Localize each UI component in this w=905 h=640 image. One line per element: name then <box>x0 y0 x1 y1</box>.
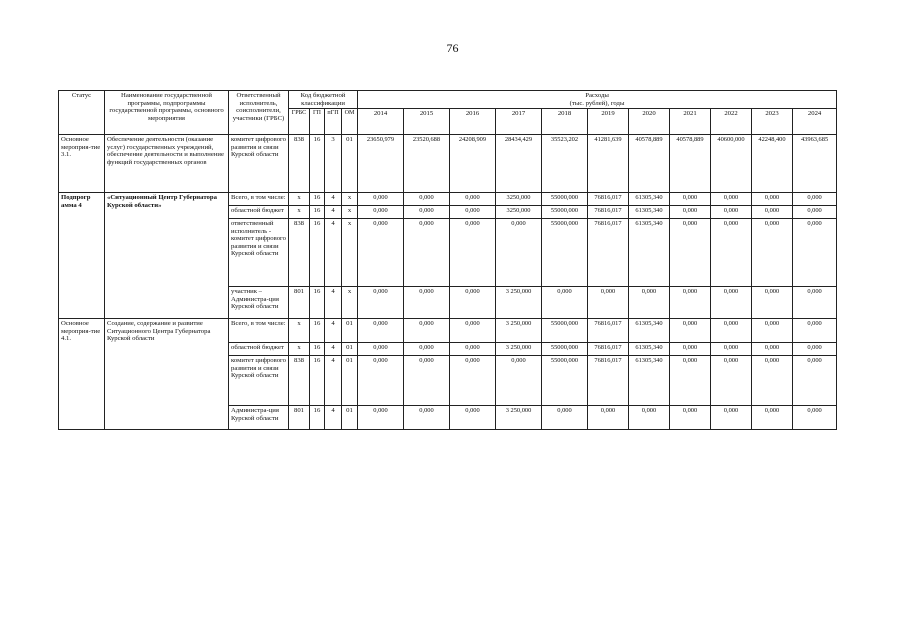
row-value-2021: 0,000 <box>670 319 711 343</box>
row-om: 01 <box>342 319 358 343</box>
row-value-2024: 0,000 <box>793 206 837 219</box>
row-value-2020: 0,000 <box>629 287 670 319</box>
row-value-2020: 61305,340 <box>629 206 670 219</box>
row-executor: ответственный исполнитель - комитет цифрового развития и связи Курской области <box>229 219 289 287</box>
header-year-2018: 2018 <box>542 109 588 135</box>
row-value-2023: 0,000 <box>752 206 793 219</box>
header-code-пгп: пГП <box>325 109 342 135</box>
header-code-ом: ОМ <box>342 109 358 135</box>
row-value-2016: 0,000 <box>450 356 496 406</box>
header-year-2023: 2023 <box>752 109 793 135</box>
row-value-2019: 76816,017 <box>588 206 629 219</box>
row-value-2016: 0,000 <box>450 287 496 319</box>
row-value-2019: 76816,017 <box>588 343 629 356</box>
row-value-2014: 0,000 <box>358 219 404 287</box>
row-om: х <box>342 206 358 219</box>
row-executor: комитет цифрового развития и связи Курской области <box>229 356 289 406</box>
row-name: Обеспечение деятельности (оказание услуг) государственных учреждений, обеспечение деятельности и выполнение функций государственных органов <box>105 135 229 193</box>
row-gp: 16 <box>310 287 325 319</box>
row-value-2024: 0,000 <box>793 193 837 206</box>
header-status: Статус <box>59 91 105 135</box>
row-om: х <box>342 193 358 206</box>
row-value-2015: 0,000 <box>404 219 450 287</box>
row-value-2014: 0,000 <box>358 287 404 319</box>
row-value-2016: 0,000 <box>450 319 496 343</box>
row-value-2015: 0,000 <box>404 356 450 406</box>
row-grbs: х <box>289 319 310 343</box>
row-value-2024: 0,000 <box>793 406 837 430</box>
row-value-2022: 0,000 <box>711 206 752 219</box>
page-number: 76 <box>446 41 459 55</box>
table-row <box>59 319 837 343</box>
row-value-2014: 23650,979 <box>358 135 404 193</box>
row-value-2024: 0,000 <box>793 356 837 406</box>
header-year-2014: 2014 <box>358 109 404 135</box>
row-status: Основное мероприя-тие 3.1. <box>59 135 105 193</box>
row-pgp: 4 <box>325 406 342 430</box>
row-gp: 16 <box>310 319 325 343</box>
row-value-2015: 0,000 <box>404 206 450 219</box>
row-value-2023: 0,000 <box>752 343 793 356</box>
row-value-2021: 40578,889 <box>670 135 711 193</box>
row-status: Основное мероприя-тие 4.1. <box>59 319 105 430</box>
row-value-2019: 76816,017 <box>588 219 629 287</box>
row-value-2018: 55000,000 <box>542 319 588 343</box>
row-value-2018: 55000,000 <box>542 206 588 219</box>
row-value-2018: 55000,000 <box>542 343 588 356</box>
row-value-2024: 0,000 <box>793 219 837 287</box>
header-year-2015: 2015 <box>404 109 450 135</box>
row-value-2020: 61305,340 <box>629 343 670 356</box>
row-pgp: 4 <box>325 343 342 356</box>
row-value-2024: 0,000 <box>793 343 837 356</box>
row-value-2018: 55000,000 <box>542 193 588 206</box>
row-value-2017: 3 250,000 <box>496 287 542 319</box>
row-value-2018: 0,000 <box>542 406 588 430</box>
row-value-2022: 0,000 <box>711 406 752 430</box>
row-value-2016: 0,000 <box>450 406 496 430</box>
row-executor: Администра-ция Курской области <box>229 406 289 430</box>
row-value-2020: 61305,340 <box>629 356 670 406</box>
row-om: 01 <box>342 406 358 430</box>
row-gp: 16 <box>310 356 325 406</box>
header-code-грбс: ГРБС <box>289 109 310 135</box>
row-value-2018: 0,000 <box>542 287 588 319</box>
row-pgp: 4 <box>325 193 342 206</box>
row-value-2022: 0,000 <box>711 343 752 356</box>
header-year-2021: 2021 <box>670 109 711 135</box>
row-value-2017: 3 250,000 <box>496 319 542 343</box>
row-gp: 16 <box>310 206 325 219</box>
header-year-2024: 2024 <box>793 109 837 135</box>
row-value-2021: 0,000 <box>670 193 711 206</box>
row-executor: Всего, в том числе: <box>229 193 289 206</box>
row-grbs: 801 <box>289 287 310 319</box>
row-value-2022: 0,000 <box>711 287 752 319</box>
row-value-2023: 0,000 <box>752 406 793 430</box>
row-value-2022: 0,000 <box>711 319 752 343</box>
row-value-2017: 0,000 <box>496 356 542 406</box>
row-om: х <box>342 219 358 287</box>
header-year-2016: 2016 <box>450 109 496 135</box>
row-value-2017: 3 250,000 <box>496 343 542 356</box>
row-value-2015: 23520,688 <box>404 135 450 193</box>
row-om: 01 <box>342 135 358 193</box>
row-executor: областной бюджет <box>229 206 289 219</box>
row-executor: комитет цифрового развития и связи Курской области <box>229 135 289 193</box>
row-value-2018: 55000,000 <box>542 219 588 287</box>
row-value-2022: 0,000 <box>711 193 752 206</box>
row-grbs: 838 <box>289 135 310 193</box>
row-grbs: 838 <box>289 219 310 287</box>
row-grbs: х <box>289 343 310 356</box>
row-value-2023: 0,000 <box>752 219 793 287</box>
row-value-2015: 0,000 <box>404 287 450 319</box>
row-value-2021: 0,000 <box>670 206 711 219</box>
row-value-2019: 0,000 <box>588 406 629 430</box>
header-name: Наименование государственной программы, подпрограммы государственной программы, основного мероприятия <box>105 91 229 135</box>
row-value-2024: 43963,685 <box>793 135 837 193</box>
row-grbs: х <box>289 193 310 206</box>
row-om: 01 <box>342 343 358 356</box>
row-om: 01 <box>342 356 358 406</box>
row-value-2019: 76816,017 <box>588 356 629 406</box>
header-year-2017: 2017 <box>496 109 542 135</box>
row-value-2017: 3 250,000 <box>496 406 542 430</box>
row-pgp: 3 <box>325 135 342 193</box>
row-pgp: 4 <box>325 287 342 319</box>
row-grbs: 801 <box>289 406 310 430</box>
row-value-2021: 0,000 <box>670 356 711 406</box>
row-value-2019: 76816,017 <box>588 193 629 206</box>
row-value-2021: 0,000 <box>670 343 711 356</box>
row-value-2020: 61305,340 <box>629 319 670 343</box>
row-value-2024: 0,000 <box>793 319 837 343</box>
budget-table <box>58 90 837 430</box>
row-gp: 16 <box>310 193 325 206</box>
header-budget-code: Код бюджетной классификации <box>289 91 358 109</box>
row-value-2024: 0,000 <box>793 287 837 319</box>
row-value-2017: 28434,429 <box>496 135 542 193</box>
row-value-2023: 0,000 <box>752 356 793 406</box>
row-value-2016: 0,000 <box>450 193 496 206</box>
header-year-2020: 2020 <box>629 109 670 135</box>
row-value-2016: 24208,909 <box>450 135 496 193</box>
row-value-2023: 0,000 <box>752 287 793 319</box>
row-value-2022: 40600,000 <box>711 135 752 193</box>
header-executor: Ответственный исполнитель, соисполнители, участники (ГРБС) <box>229 91 289 135</box>
row-value-2017: 3250,000 <box>496 193 542 206</box>
row-value-2014: 0,000 <box>358 206 404 219</box>
row-value-2017: 0,000 <box>496 219 542 287</box>
row-name: Создание, содержание и развитие Ситуационного Центра Губернатора Курской области <box>105 319 229 430</box>
row-grbs: х <box>289 206 310 219</box>
header-expenses <box>358 91 837 109</box>
row-value-2016: 0,000 <box>450 219 496 287</box>
row-value-2014: 0,000 <box>358 406 404 430</box>
row-executor: участник – Администра-ция Курской области <box>229 287 289 319</box>
row-value-2018: 35523,202 <box>542 135 588 193</box>
header-row-top <box>59 91 837 109</box>
row-value-2014: 0,000 <box>358 193 404 206</box>
row-value-2014: 0,000 <box>358 356 404 406</box>
row-value-2023: 42248,400 <box>752 135 793 193</box>
row-value-2021: 0,000 <box>670 219 711 287</box>
row-gp: 16 <box>310 406 325 430</box>
row-gp: 16 <box>310 343 325 356</box>
row-pgp: 4 <box>325 356 342 406</box>
header-year-2022: 2022 <box>711 109 752 135</box>
row-value-2014: 0,000 <box>358 343 404 356</box>
row-value-2015: 0,000 <box>404 406 450 430</box>
row-value-2015: 0,000 <box>404 193 450 206</box>
row-value-2016: 0,000 <box>450 206 496 219</box>
row-value-2020: 61305,340 <box>629 193 670 206</box>
row-value-2020: 0,000 <box>629 406 670 430</box>
row-value-2016: 0,000 <box>450 343 496 356</box>
row-executor: областной бюджет <box>229 343 289 356</box>
row-value-2014: 0,000 <box>358 319 404 343</box>
row-status: Подпрогр амма 4 <box>59 193 105 319</box>
table-row <box>59 135 837 193</box>
header-expenses-title: Расходы <box>585 92 609 99</box>
row-value-2019: 0,000 <box>588 287 629 319</box>
row-value-2022: 0,000 <box>711 356 752 406</box>
row-value-2020: 40578,889 <box>629 135 670 193</box>
row-value-2021: 0,000 <box>670 406 711 430</box>
row-value-2017: 3250,000 <box>496 206 542 219</box>
header-expenses-unit: (тыс. рублей), годы <box>569 99 625 107</box>
table-row <box>59 193 837 206</box>
row-value-2018: 55000,000 <box>542 356 588 406</box>
row-value-2019: 76816,017 <box>588 319 629 343</box>
row-value-2020: 61305,340 <box>629 219 670 287</box>
row-pgp: 4 <box>325 206 342 219</box>
row-grbs: 838 <box>289 356 310 406</box>
row-pgp: 4 <box>325 319 342 343</box>
row-om: х <box>342 287 358 319</box>
row-value-2023: 0,000 <box>752 193 793 206</box>
row-gp: 16 <box>310 219 325 287</box>
row-value-2022: 0,000 <box>711 219 752 287</box>
row-executor: Всего, в том числе: <box>229 319 289 343</box>
header-year-2019: 2019 <box>588 109 629 135</box>
row-value-2021: 0,000 <box>670 287 711 319</box>
row-gp: 16 <box>310 135 325 193</box>
row-value-2015: 0,000 <box>404 319 450 343</box>
row-name: «Ситуационный Центр Губернатора Курской области» <box>105 193 229 319</box>
row-value-2015: 0,000 <box>404 343 450 356</box>
header-code-гп: ГП <box>310 109 325 135</box>
row-value-2023: 0,000 <box>752 319 793 343</box>
row-value-2019: 41281,639 <box>588 135 629 193</box>
row-pgp: 4 <box>325 219 342 287</box>
